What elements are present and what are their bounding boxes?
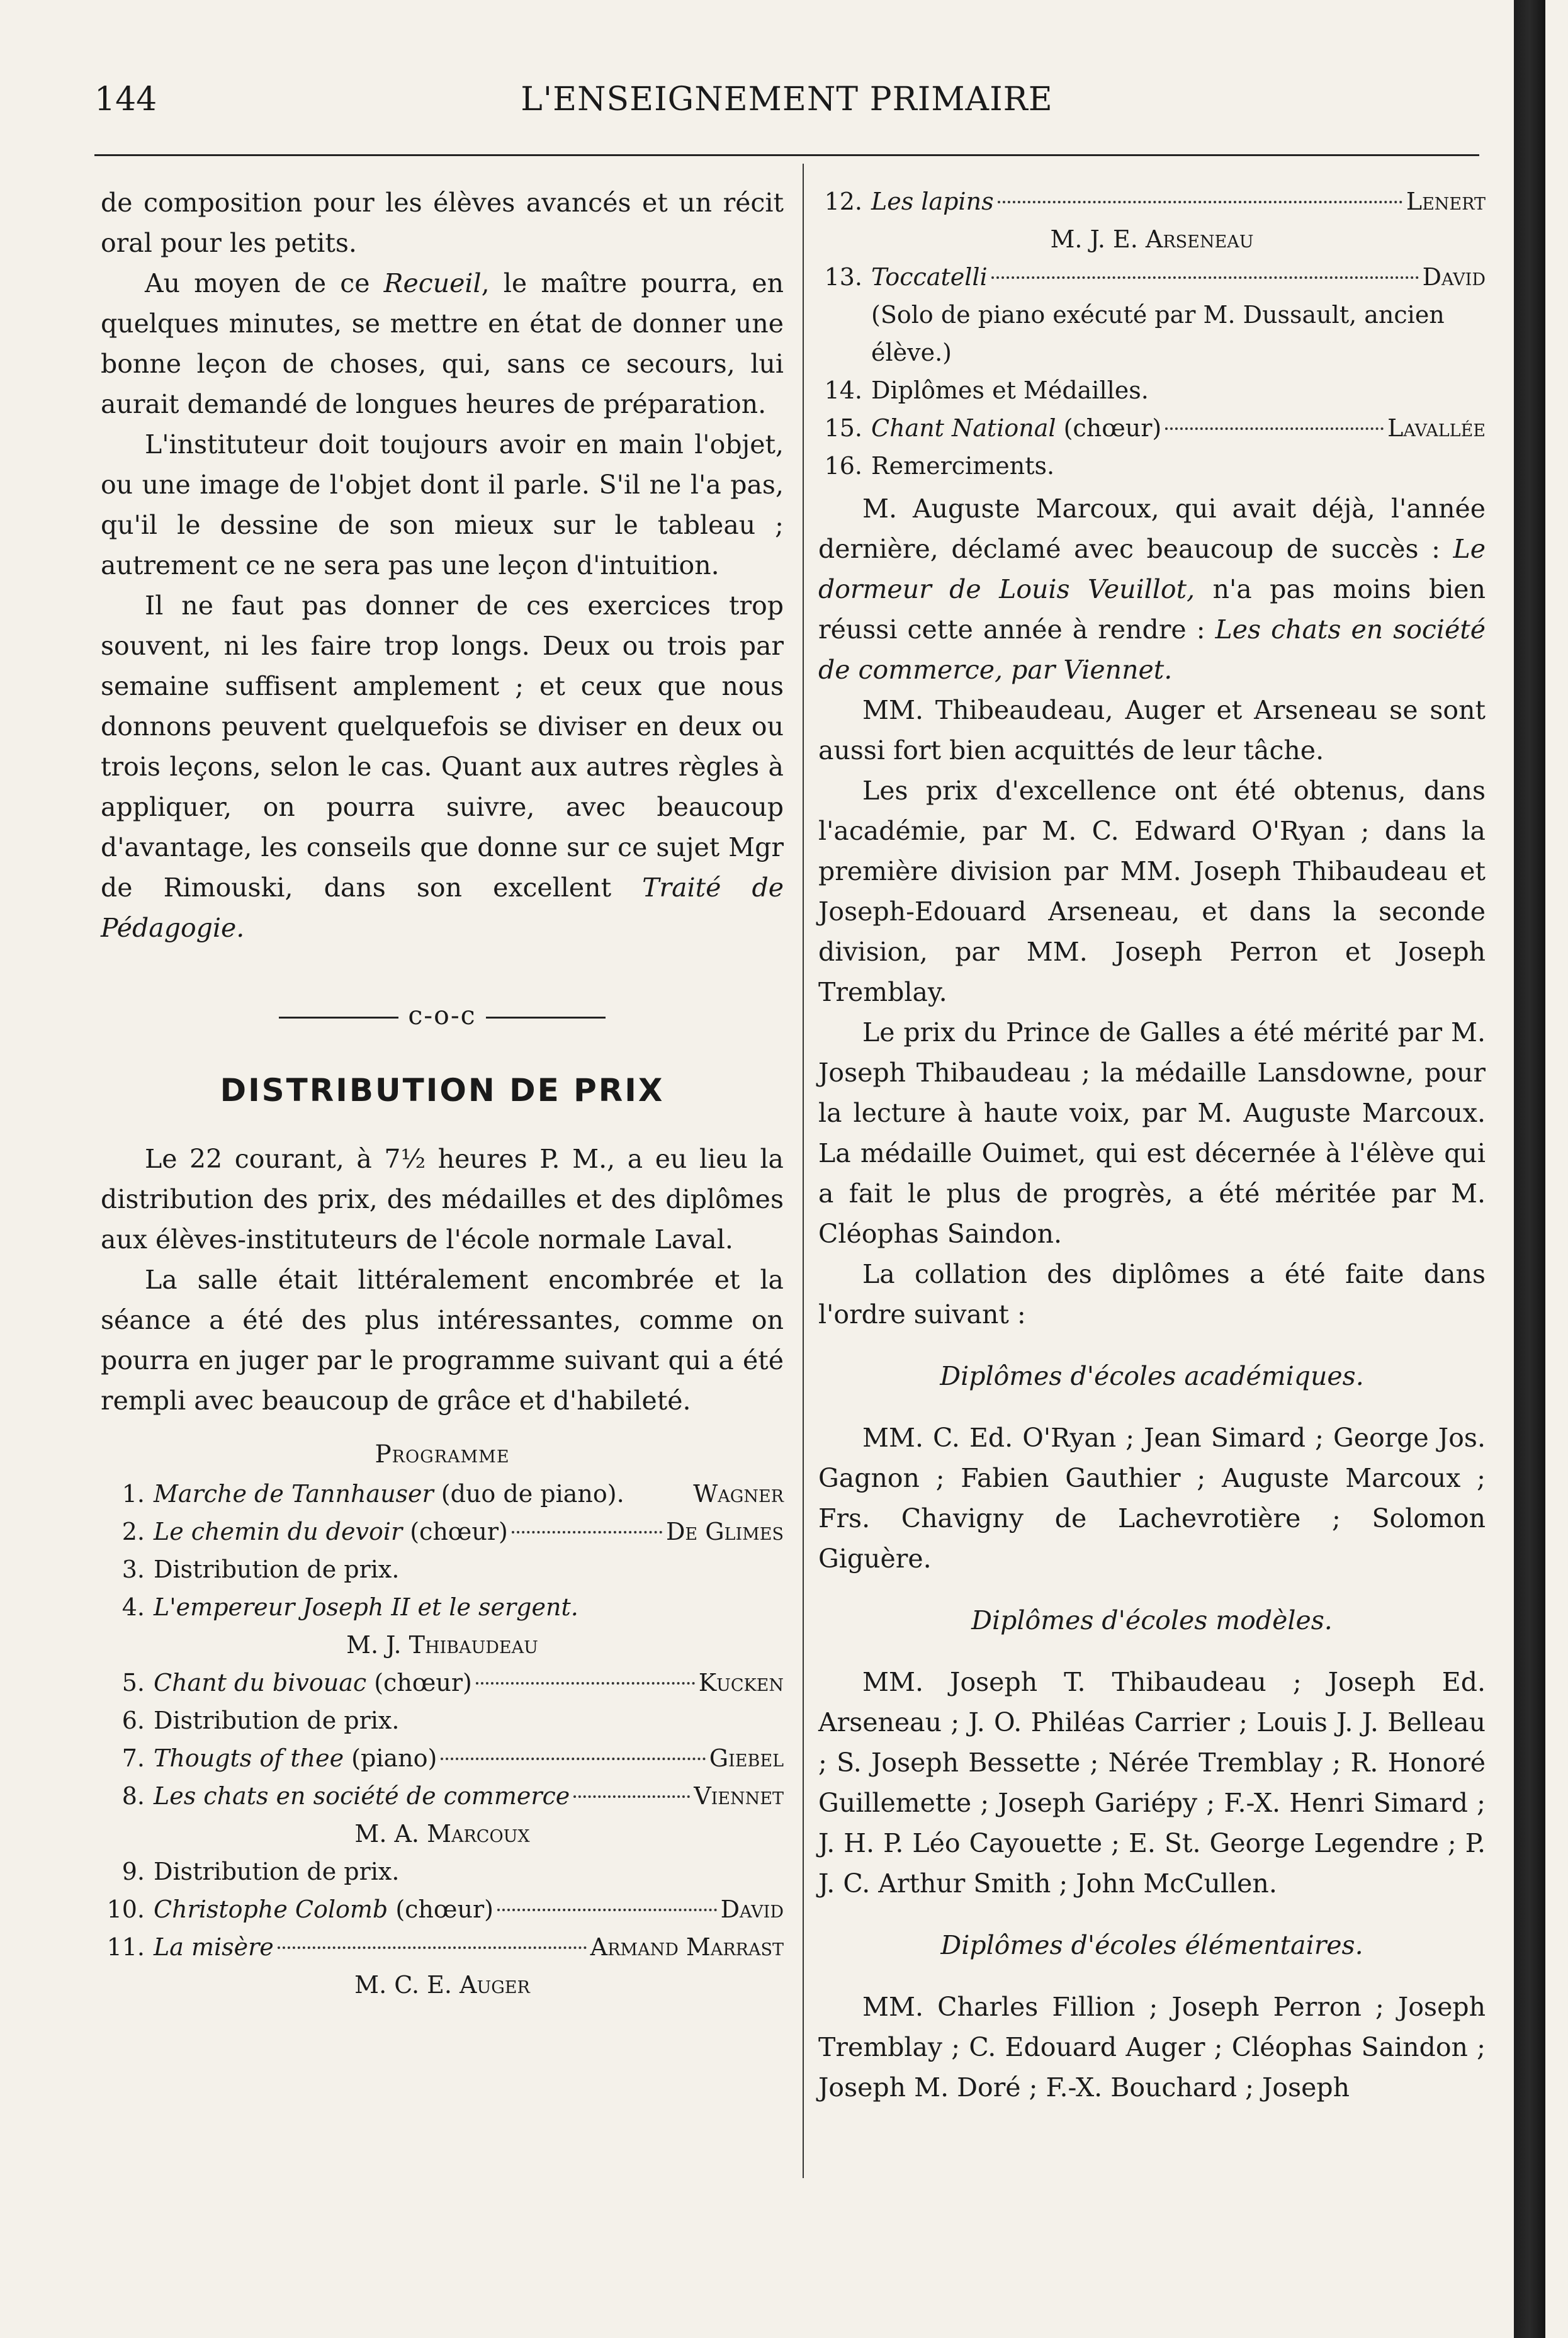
item-composer: Wagner — [693, 1480, 784, 1508]
programme-item — [818, 183, 1486, 220]
text-run: Au moyen de ce — [145, 268, 384, 298]
item-number: 7. — [121, 1744, 145, 1772]
text-run: n'a pas moins bien réussi cette année à rendre : — [818, 574, 1486, 645]
programme-item — [101, 1890, 784, 1928]
item-number: 13. — [824, 263, 862, 291]
binding-edge — [1514, 0, 1545, 2338]
programme-item — [101, 1588, 784, 1626]
section-title: DISTRIBUTION DE PRIX — [220, 1072, 665, 1109]
item-composer: Giebel — [709, 1744, 784, 1772]
item-title: Christophe Colomb (chœur) — [154, 1895, 494, 1923]
dot-leader — [512, 1531, 662, 1533]
item-number: 4. — [121, 1593, 145, 1621]
item-number: 5. — [121, 1669, 145, 1697]
item-number: 6. — [121, 1707, 145, 1734]
text-run-italic: Les chats en société de commerce, par Viennet. — [818, 614, 1486, 685]
item-title: Thougts of thee (piano) — [154, 1744, 437, 1772]
paragraph: MM. Thibeaudeau, Auger et Arseneau se sont aussi fort bien acquittés de leur tâche. — [818, 695, 1486, 765]
item-title-italic: Les chats en société de commerce — [154, 1782, 570, 1810]
item-composer: Viennet — [694, 1782, 784, 1810]
item-title: Chant National (chœur) — [871, 414, 1162, 442]
ornament-line — [279, 1017, 398, 1019]
programme-item — [101, 1664, 784, 1702]
paragraph — [101, 585, 784, 948]
item-title: Distribution de prix. — [154, 1707, 400, 1734]
paragraph: L'instituteur doit toujours avoir en main l'objet, ou une image de l'objet dont il parle. S'il ne l'a pas, qu'il le dessine de son mieux sur le tableau ; autrement ce ne sera pas une leçon d'intuition. — [101, 429, 784, 580]
item-number: 12. — [824, 188, 862, 215]
programme-item — [818, 409, 1486, 447]
item-title-italic: La misère — [154, 1933, 274, 1961]
programme-list — [101, 1475, 784, 1626]
programme-list — [818, 258, 1486, 296]
item-composer: Kucken — [698, 1669, 784, 1697]
item-title: Le chemin du devoir (chœur) — [154, 1518, 508, 1545]
item-title: Distribution de prix. — [154, 1556, 400, 1583]
subsection-title: Diplômes d'écoles modèles. — [971, 1605, 1333, 1635]
programme-item — [818, 371, 1486, 409]
text-run-italic: Traité de Pédagogie. — [101, 873, 784, 943]
item-title-italic: Thougts of thee — [154, 1744, 344, 1772]
item-title-italic: Toccatelli — [871, 263, 988, 291]
dot-leader — [1165, 427, 1384, 430]
item-number: 1. — [121, 1480, 145, 1508]
paragraph: La collation des diplômes a été faite dans l'ordre suivant : — [818, 1259, 1486, 1330]
programme-item — [101, 1853, 784, 1890]
programme-item — [101, 1928, 784, 1966]
programme-list — [818, 371, 1486, 485]
item-title — [871, 183, 994, 220]
paragraph — [101, 263, 784, 424]
item-title: Marche de Tannhauser (duo de piano). — [154, 1480, 624, 1508]
item-title: Remerciments. — [871, 452, 1055, 480]
performer: M. A. Marcoux — [354, 1820, 530, 1848]
item-title — [154, 1928, 274, 1966]
programme-item — [818, 447, 1486, 485]
item-title-italic: Chant du bivouac — [154, 1669, 367, 1697]
page-header — [94, 81, 1479, 131]
programme-item — [818, 258, 1486, 296]
performer: M. C. E. Auger — [354, 1971, 530, 1999]
item-title — [154, 1588, 578, 1626]
text-run: M. Auguste Marcoux, qui avait déjà, l'année dernière, déclamé avec beaucoup de succès : — [818, 494, 1486, 564]
paragraph: MM. Joseph T. Thibaudeau ; Joseph Ed. Arseneau ; J. O. Philéas Carrier ; Louis J. J. Belleau ; S. Joseph Bessette ; Nérée Tremblay ; R. Honoré Guillemette ; Joseph Gariépy ; F.-X. Henri Simard ; J. H. P. Léo Cayouette ; E. St. George Legendre ; P. J. C. Arthur Smith ; John McCullen. — [818, 1667, 1486, 1899]
paragraph: de composition pour les élèves avancés et un récit oral pour les petits. — [101, 188, 784, 258]
item-number: 11. — [106, 1933, 145, 1961]
text-run-italic: Recueil — [383, 268, 482, 298]
dot-leader — [278, 1946, 587, 1949]
item-number: 14. — [824, 376, 862, 404]
text-run-italic: Le dormeur de Louis Veuillot, — [818, 534, 1486, 604]
item-composer: Armand Marrast — [590, 1933, 784, 1961]
programme-title: Programme — [375, 1440, 510, 1469]
item-title-italic: L'empereur Joseph II et le sergent. — [154, 1593, 578, 1621]
column-divider — [803, 164, 804, 2178]
dot-leader — [991, 276, 1419, 279]
item-title-italic: Le chemin du devoir — [154, 1518, 403, 1545]
programme-note: (Solo de piano exécuté par M. Dussault, ancien élève.) — [871, 301, 1445, 366]
item-title-italic: Les lapins — [871, 188, 994, 215]
performer: M. J. E. Arseneau — [1050, 225, 1254, 253]
programme-item — [101, 1739, 784, 1777]
item-title-italic: Marche de Tannhauser — [154, 1480, 434, 1508]
text-run: , le maître pourra, en quelques minutes, se mettre en état de donner une bonne leçon de choses, qui, sans ce secours, lui aurait demandé de longues heures de préparation. — [101, 268, 784, 419]
paragraph: MM. C. Ed. O'Ryan ; Jean Simard ; George Jos. Gagnon ; Fabien Gauthier ; Auguste Marcoux ; Frs. Chavigny de Lachevrotière ; Solomon Giguère. — [818, 1423, 1486, 1574]
item-composer: David — [720, 1895, 784, 1923]
programme-item — [101, 1513, 784, 1550]
programme-item — [101, 1777, 784, 1815]
dot-leader — [441, 1758, 705, 1760]
paragraph: La salle était littéralement encombrée et la séance a été des plus intéressantes, comme on pourra en juger par le programme suivant qui a été rempli avec beaucoup de grâce et d'habileté. — [101, 1265, 784, 1416]
item-composer: Lenert — [1406, 188, 1486, 215]
item-composer: David — [1422, 263, 1486, 291]
item-title-italic: Christophe Colomb — [154, 1895, 388, 1923]
subsection-title: Diplômes d'écoles académiques. — [940, 1361, 1364, 1391]
left-column — [101, 183, 784, 2004]
programme-item — [101, 1475, 784, 1513]
performer: M. J. Thibaudeau — [346, 1631, 538, 1659]
item-number: 2. — [121, 1518, 145, 1545]
item-number: 8. — [121, 1782, 145, 1810]
dot-leader — [497, 1909, 717, 1911]
item-number: 3. — [121, 1556, 145, 1583]
subsection-title: Diplômes d'écoles élémentaires. — [940, 1930, 1363, 1960]
item-number: 16. — [824, 452, 862, 480]
paragraph — [818, 488, 1486, 690]
text-run: Il ne faut pas donner de ces exercices trop souvent, ni les faire trop longs. Deux ou trois par semaine suffisent amplement ; et ceux que nous donnons peuvent quelquefois se diviser en deux ou trois leçons, selon le cas. Quant aux autres règles à appliquer, on pourra suivre, avec beaucoup d'avantage, les conseils que donne sur ce sujet Mgr de Rimouski, dans son excellent — [101, 590, 784, 903]
item-title: Distribution de prix. — [154, 1858, 400, 1885]
item-composer: De Glimes — [665, 1518, 784, 1545]
ornament-line — [486, 1017, 606, 1019]
programme-item — [101, 1550, 784, 1588]
programme-item — [101, 1702, 784, 1739]
running-title: L'ENSEIGNEMENT PRIMAIRE — [521, 81, 1053, 118]
page-number: 144 — [94, 81, 157, 118]
header-rule — [94, 154, 1479, 156]
item-title-italic: Chant National — [871, 414, 1056, 442]
programme-list — [818, 183, 1486, 220]
ornament-glyph: c-o-c — [408, 1000, 477, 1031]
dot-leader — [998, 201, 1402, 203]
item-composer: Lavallée — [1387, 414, 1486, 442]
item-number: 10. — [106, 1895, 145, 1923]
dot-leader — [573, 1795, 690, 1798]
ornament-divider — [101, 995, 784, 1036]
item-title — [871, 258, 988, 296]
item-number: 15. — [824, 414, 862, 442]
paragraph: Le prix du Prince de Galles a été mérité par M. Joseph Thibaudeau ; la médaille Lansdowne, pour la lecture à haute voix, par M. Auguste Marcoux. La médaille Ouimet, qui est décernée à l'élève qui a fait le plus de progrès, a été méritée par M. Cléophas Saindon. — [818, 1017, 1486, 1249]
right-column — [818, 183, 1486, 2108]
dot-leader — [476, 1682, 695, 1685]
item-title: Diplômes et Médailles. — [871, 376, 1149, 404]
paragraph: MM. Charles Fillion ; Joseph Perron ; Joseph Tremblay ; C. Edouard Auger ; Cléophas Saindon ; Joseph M. Doré ; F.-X. Bouchard ; Joseph — [818, 1992, 1486, 2103]
item-number: 9. — [121, 1858, 145, 1885]
paragraph: Le 22 courant, à 7½ heures P. M., a eu lieu la distribution des prix, des médailles et des diplômes aux élèves-instituteurs de l'école normale Laval. — [101, 1144, 784, 1255]
paragraph: Les prix d'excellence ont été obtenus, dans l'académie, par M. C. Edward O'Ryan ; dans la première division par MM. Joseph Thibaudeau et Joseph-Edouard Arseneau, et dans la seconde division, par MM. Joseph Perron et Joseph Tremblay. — [818, 776, 1486, 1007]
programme-list — [101, 1853, 784, 1966]
programme-list — [101, 1664, 784, 1815]
item-title — [154, 1777, 570, 1815]
item-title: Chant du bivouac (chœur) — [154, 1669, 472, 1697]
